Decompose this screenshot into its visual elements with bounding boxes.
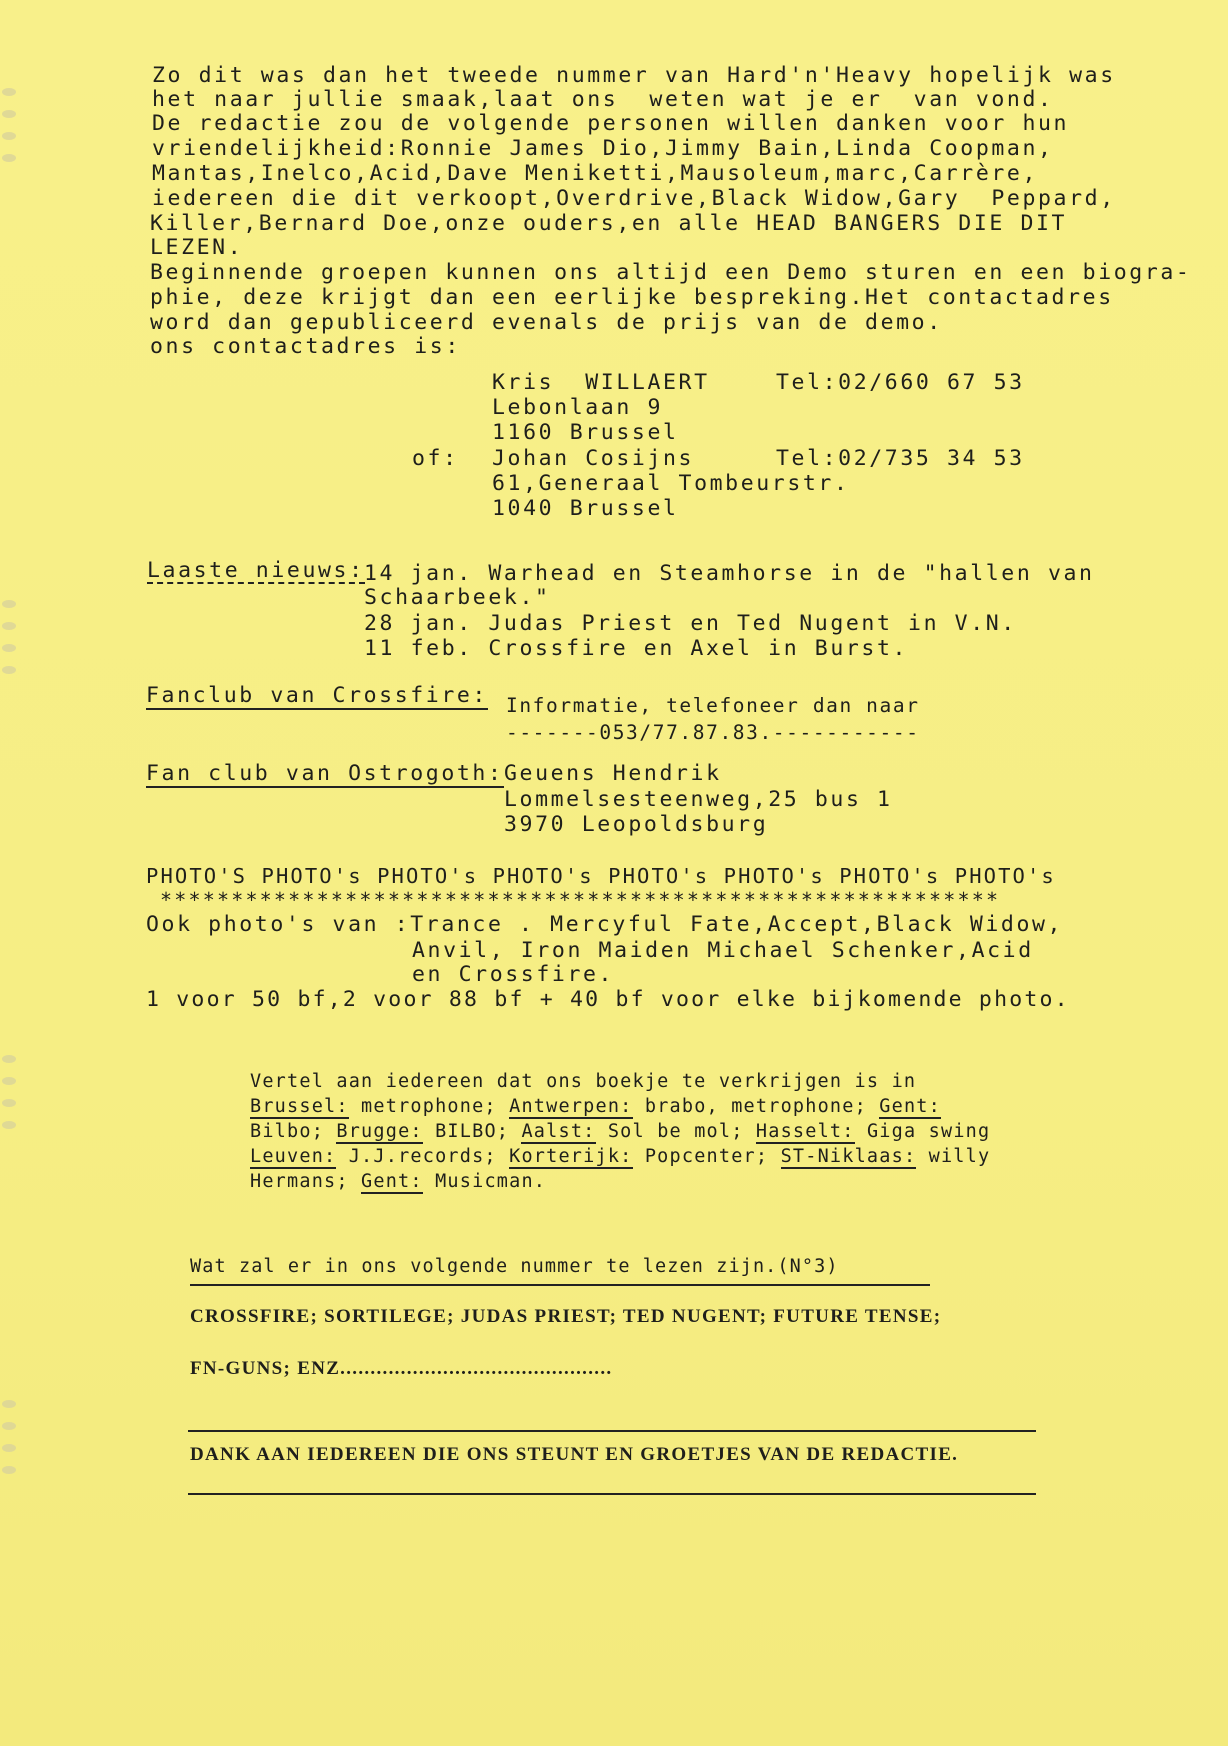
intro-line-7: Killer,Bernard Doe,onze ouders,en alle HEAD BANGERS DIE DIT <box>150 211 1068 236</box>
shops-leuven-label: Leuven: <box>250 1146 337 1167</box>
shops-line-1 <box>250 1094 941 1120</box>
shops-brussel: metrophone; <box>348 1096 510 1117</box>
shops-gent2-label: Gent: <box>361 1171 423 1192</box>
contact2-city: 1040 Brussel <box>492 496 679 521</box>
photos-line-3: en Crossfire. <box>412 962 615 987</box>
news-item-3: 28 jan. Judas Priest en Ted Nugent in V.N. <box>364 611 1017 636</box>
intro-line-5: Mantas,Inelco,Acid,Dave Meniketti,Mausoleum,marc,Carrère, <box>152 161 1039 186</box>
photos-line-1: Ook photo's van :Trance . Mercyful Fate,Accept,Black Widow, <box>146 912 1064 937</box>
shops-stniklaas-label: ST-Niklaas: <box>780 1146 917 1167</box>
shops-bilbo: Bilbo; <box>250 1121 337 1142</box>
news-label: Laaste nieuws: <box>147 558 365 583</box>
contact2-street: 61,Generaal Tombeurstr. <box>492 471 850 496</box>
contact1-city: 1160 Brussel <box>492 420 679 445</box>
photos-line-2: Anvil, Iron Maiden Michael Schenker,Acid <box>412 938 1034 963</box>
intro-line-10: phie, deze krijgt dan een eerlijke bespreking.Het contactadres <box>150 285 1114 310</box>
next-line-1: CROSSFIRE; SORTILEGE; JUDAS PRIEST; TED NUGENT; FUTURE TENSE; <box>190 1306 942 1327</box>
intro-line-2: het naar jullie smaak,laat ons weten wat je er van vond. <box>152 87 1054 112</box>
fanclub-crossfire-info: Informatie, telefoneer dan naar <box>506 694 920 717</box>
shops-aalst-label: Aalst: <box>521 1121 596 1142</box>
news-item-4: 11 feb. Crossfire en Axel in Burst. <box>364 636 909 661</box>
contact1-name: Kris WILLAERT <box>492 370 710 395</box>
intro-line-9: Beginnende groepen kunnen ons altijd een Demo sturen en een biogra- <box>150 260 1192 285</box>
contact1-tel: Tel:02/660 67 53 <box>776 370 1025 395</box>
next-line-2: FN-GUNS; ENZ............................................. <box>190 1358 613 1379</box>
intro-line-1: Zo dit was dan het tweede nummer van Hard'n'Heavy hopelijk was <box>152 63 1116 88</box>
shops-stniklaas: willy <box>916 1146 991 1167</box>
photos-price: 1 voor 50 bf,2 voor 88 bf + 40 bf voor elke bijkomende photo. <box>146 987 1070 1012</box>
contact2-prefix: of: <box>412 446 459 471</box>
shops-line-3 <box>250 1144 990 1170</box>
shops-antwerpen-label: Antwerpen: <box>509 1096 633 1117</box>
fanclub-ostrogoth-label: Fan club van Ostrogoth: <box>146 761 504 786</box>
contact1-street: Lebonlaan 9 <box>492 395 663 420</box>
punch-holes-middle <box>2 600 32 688</box>
shops-line-4 <box>250 1169 546 1195</box>
punch-holes-bottom <box>2 1400 32 1488</box>
shops-antwerpen: brabo, metrophone; <box>632 1096 880 1117</box>
intro-line-8: LEZEN. <box>150 235 244 260</box>
shops-intro: Vertel aan iedereen dat ons boekje te verkrijgen is in <box>250 1071 917 1092</box>
intro-line-11: word dan gepubliceerd evenals de prijs van de demo. <box>150 310 943 335</box>
shops-kortrijk: Popcenter; <box>632 1146 781 1167</box>
photos-stars: *********************************************************** <box>160 888 1001 912</box>
next-title-rule <box>190 1284 930 1286</box>
shops-brugge: BILBO; <box>422 1121 522 1142</box>
shops-leuven: J.J.records; <box>336 1146 510 1167</box>
next-title: Wat zal er in ons volgende nummer te lezen zijn.(N°3) <box>190 1256 839 1277</box>
shops-aalst: Sol be mol; <box>595 1121 756 1142</box>
fanclub-ostrogoth-name: Geuens Hendrik <box>504 761 722 786</box>
news-item-2: Schaarbeek." <box>364 585 551 610</box>
intro-line-4: vriendelijkheid:Ronnie James Dio,Jimmy Bain,Linda Coopman, <box>152 136 1054 161</box>
shops-brussel-label: Brussel: <box>250 1096 349 1117</box>
fanclub-crossfire-label: Fanclub van Crossfire: <box>146 683 488 708</box>
news-item-1: 14 jan. Warhead en Steamhorse in de "hallen van <box>364 561 1095 586</box>
shops-hermans: Hermans; <box>250 1171 362 1192</box>
punch-holes-lower <box>2 1055 32 1143</box>
photos-header: PHOTO'S PHOTO's PHOTO's PHOTO's PHOTO's PHOTO's PHOTO's PHOTO's <box>146 864 1056 888</box>
intro-line-3: De redactie zou de volgende personen willen danken voor hun <box>152 111 1070 136</box>
shops-gent2: Musicman. <box>422 1171 547 1192</box>
fanclub-ostrogoth-city: 3970 Leopoldsburg <box>504 812 769 837</box>
intro-line-6: iedereen die dit verkoopt,Overdrive,Black Widow,Gary Peppard, <box>152 186 1116 211</box>
thanks-bottom-rule <box>188 1493 1036 1495</box>
intro-line-12: ons contactadres is: <box>150 334 461 359</box>
punch-holes-top <box>2 88 32 176</box>
thanks-line: DANK AAN IEDEREEN DIE ONS STEUNT EN GROETJES VAN DE REDACTIE. <box>190 1444 959 1465</box>
shops-hasselt: Giga swing <box>854 1121 991 1142</box>
fanclub-ostrogoth-street: Lommelsesteenweg,25 bus 1 <box>504 787 893 812</box>
contact2-tel: Tel:02/735 34 53 <box>776 446 1025 471</box>
shops-brugge-label: Brugge: <box>336 1121 423 1142</box>
contact2-name: Johan Cosijns <box>492 446 695 471</box>
shops-hasselt-label: Hasselt: <box>755 1121 855 1142</box>
fanclub-crossfire-phone: -------053/77.87.83.----------- <box>506 721 920 744</box>
shops-line-2 <box>250 1119 990 1145</box>
shops-kortrijk-label: Korterijk: <box>509 1146 633 1167</box>
shops-gent-label: Gent: <box>879 1096 941 1117</box>
thanks-top-rule <box>188 1430 1036 1432</box>
